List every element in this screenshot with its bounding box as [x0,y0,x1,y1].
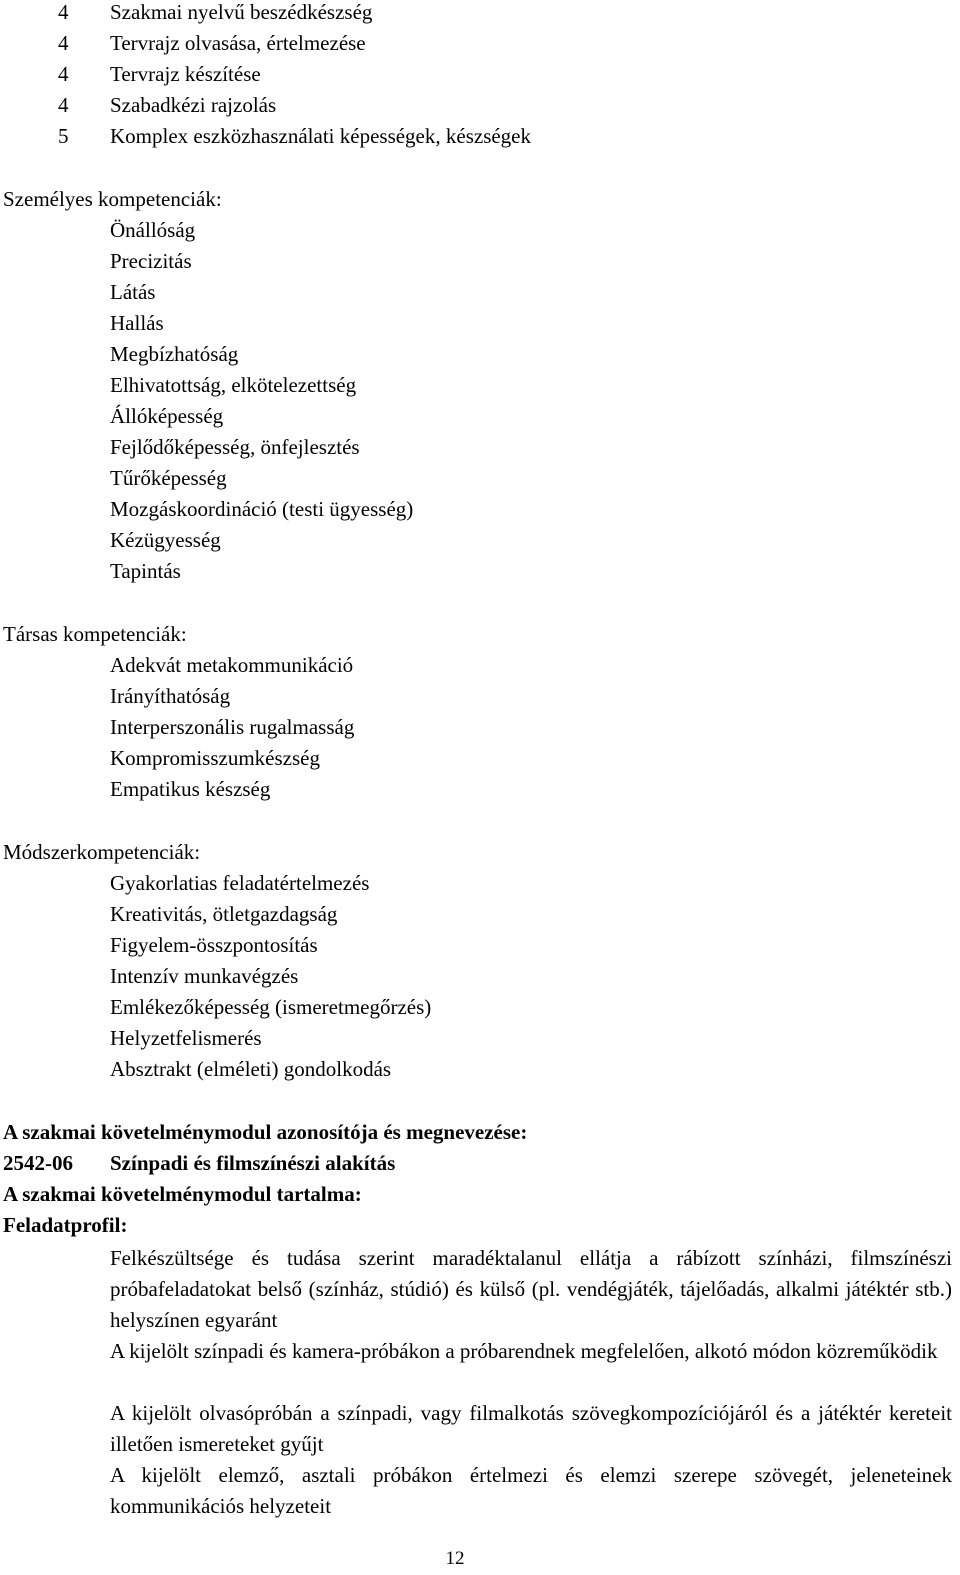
list-item: Emlékezőképesség (ismeretmegőrzés) [110,995,432,1019]
list-item-text: Komplex eszközhasználati képességek, készségek [110,124,532,148]
list-item: Figyelem-összpontosítás [110,933,318,957]
list-item: Kreativitás, ötletgazdagság [110,902,338,926]
list-item-text: Tervrajz olvasása, értelmezése [110,31,366,55]
list-item: Intenzív munkavégzés [110,964,299,988]
list-item: Önállóság [110,218,196,242]
list-item: Precizitás [110,249,192,273]
list-item-text: Szabadkézi rajzolás [110,93,277,117]
social-competencies-heading: Társas kompetenciák: [3,622,187,646]
module-code: 2542-06 [3,1151,73,1175]
module-content-heading: A szakmai követelménymodul tartalma: [3,1182,362,1206]
list-item: Kézügyesség [110,528,221,552]
list-item: Látás [110,280,156,304]
list-item: Interperszonális rugalmasság [110,715,355,739]
list-item-number: 4 [58,93,69,117]
list-item-number: 4 [58,31,69,55]
task-paragraph: Felkészültsége és tudása szerint maradéktalanul ellátja a rábízott színházi, filmszínészi próbafeladatokat belső (színház, stúdió) és külső (pl. vendégjáték, tájelőadás, alkalmi játéktér stb.) helyszínen egyaránt [110,1246,952,1332]
list-item: Irányíthatóság [110,684,231,708]
task-profile-heading: Feladatprofil: [3,1213,128,1237]
list-item: Empatikus készség [110,777,271,801]
list-item: Hallás [110,311,164,335]
task-paragraph: A kijelölt olvasópróbán a színpadi, vagy filmalkotás szövegkompozíciójáról és a játéktér kereteit illetően ismereteket gyűjt [110,1401,952,1456]
page-number: 12 [445,1548,465,1569]
list-item: Fejlődőképesség, önfejlesztés [110,435,360,459]
list-item: Mozgáskoordináció (testi ügyesség) [110,497,414,521]
list-item-text: Szakmai nyelvű beszédkészség [110,0,373,24]
list-item-text: Tervrajz készítése [110,62,261,86]
list-item: Tapintás [110,559,181,583]
module-id-heading: A szakmai követelménymodul azonosítója és megnevezése: [3,1120,528,1144]
personal-competencies-heading: Személyes kompetenciák: [3,187,222,211]
task-paragraph: A kijelölt elemző, asztali próbákon értelmezi és elemzi szerepe szövegét, jeleneteinek kommunikációs helyzeteit [110,1463,952,1518]
list-item: Elhivatottság, elkötelezettség [110,373,357,397]
list-item: Absztrakt (elméleti) gondolkodás [110,1057,392,1081]
list-item: Helyzetfelismerés [110,1026,262,1050]
task-paragraph: A kijelölt színpadi és kamera-próbákon a próbarendnek megfelelően, alkotó módon közreműködik [110,1339,938,1363]
list-item-number: 5 [58,124,69,148]
list-item-number: 4 [58,0,69,24]
list-item: Állóképesség [110,404,224,428]
list-item: Megbízhatóság [110,342,239,366]
list-item: Kompromisszumkészség [110,746,320,770]
method-competencies-heading: Módszerkompetenciák: [3,840,201,864]
list-item: Gyakorlatias feladatértelmezés [110,871,370,895]
module-name: Színpadi és filmszínészi alakítás [110,1151,396,1175]
list-item-number: 4 [58,62,69,86]
list-item: Tűrőképesség [110,466,227,490]
list-item: Adekvát metakommunikáció [110,653,354,677]
